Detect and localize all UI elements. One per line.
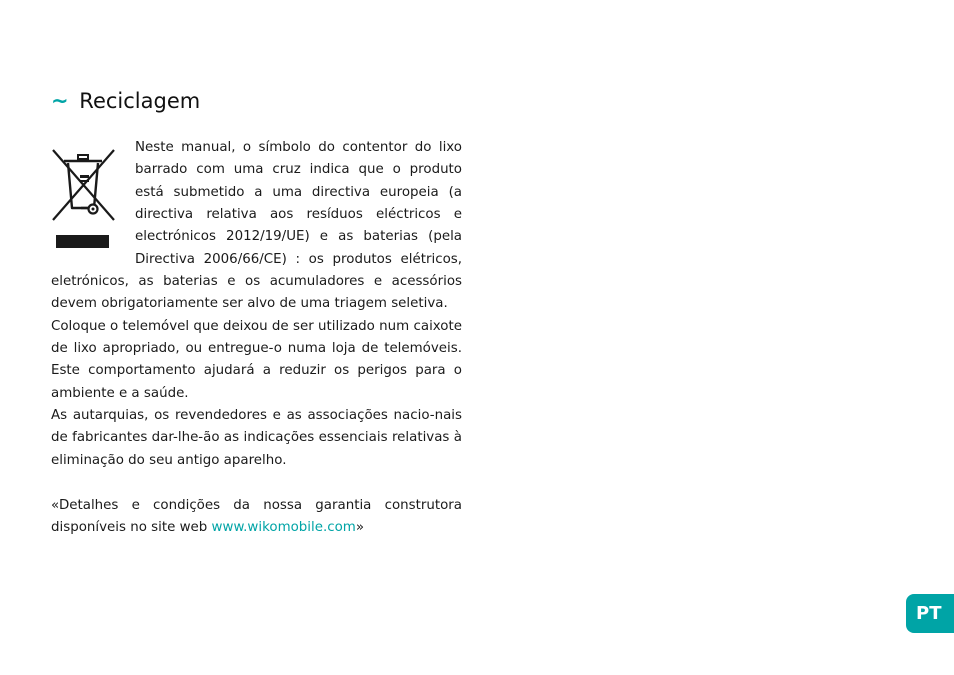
warranty-text: «Detalhes e condições da nossa garantia construtora disponíveis no site web bbox=[51, 497, 462, 535]
paragraph-disposal-advice: Coloque o telemóvel que deixou de ser utilizado num caixote de lixo apropriado, ou entregue-o numa loja de telemóveis. Este comportamento ajudará a reduzir os perigos para o ambiente e a saúde. bbox=[51, 318, 462, 401]
icon-float-spacer bbox=[51, 137, 135, 267]
paragraph-weee-directive: Neste manual, o símbolo do contentor do lixo barrado com uma cruz indica que o produto está submetido a uma directiva europeia (a directiva relativa aos resíduos eléctricos e electrónicos 2012/19/UE) e as baterias (pela Directiva 2006/66/CE) : os produtos elétricos, eletrónicos, as baterias e os acumuladores e acessórios devem obrigatoriamente ser alvo de uma triagem seletiva. bbox=[51, 140, 462, 312]
wikomobile-link[interactable]: www.wikomobile.com bbox=[211, 519, 356, 535]
paragraph-warranty bbox=[51, 495, 462, 540]
paragraph-spacer bbox=[51, 472, 462, 494]
language-tab: PT bbox=[906, 594, 954, 633]
warranty-close-quote: » bbox=[355, 519, 365, 535]
heading-tilde: ~ bbox=[51, 89, 69, 113]
paragraph-authorities: As autarquias, os revendedores e as associações nacio-nais de fabricantes dar-lhe-ão as indicações essenciais relativas à eliminação do seu antigo aparelho. bbox=[51, 408, 462, 468]
heading-title: Reciclagem bbox=[79, 89, 201, 113]
section-heading bbox=[51, 86, 200, 116]
recycling-text bbox=[51, 137, 462, 539]
